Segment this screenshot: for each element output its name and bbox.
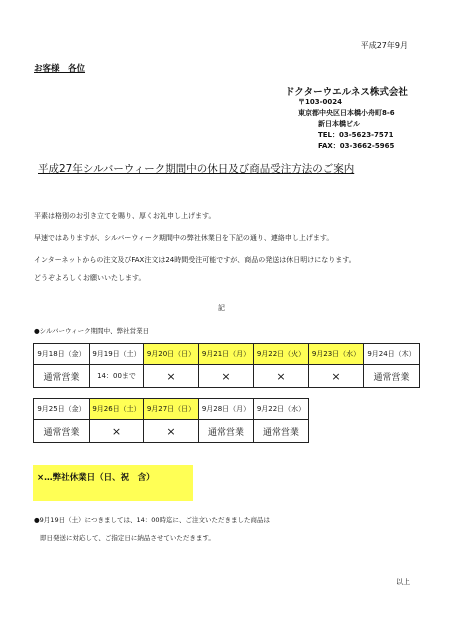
table-header-row — [34, 344, 420, 365]
date-cell: 9月23日（水） — [309, 344, 364, 365]
status-cell: × — [254, 365, 309, 388]
date-cell: 9月27日（日） — [144, 399, 199, 420]
date-cell: 9月22日（火） — [254, 344, 309, 365]
address-line-2: 新日本橋ビル — [318, 120, 360, 128]
company-name: ドクターウエルネス株式会社 — [285, 87, 408, 98]
telephone: TEL：03-5623-7571 — [318, 131, 394, 139]
holiday-legend-text: ×…弊社休業日（日、祝 含） — [37, 473, 155, 483]
status-cell: 14：00まで — [90, 365, 144, 388]
date-cell: 9月22日（水） — [254, 399, 309, 420]
schedule-table-week2 — [33, 398, 309, 443]
ki-heading: 記 — [218, 304, 225, 312]
date-cell: 9月21日（月） — [199, 344, 254, 365]
address-line-1: 東京都中央区日本橋小舟町8-6 — [298, 109, 395, 117]
status-cell: 通常営業 — [199, 420, 254, 443]
document-date: 平成27年9月 — [360, 41, 408, 50]
status-cell: 通常営業 — [34, 365, 90, 388]
date-cell: 9月28日（月） — [199, 399, 254, 420]
note-line-2: 即日発送に対応して、ご指定日に納品させていただきます。 — [40, 534, 215, 542]
status-cell: 通常営業 — [34, 420, 90, 443]
fax-number: FAX：03-3662-5965 — [318, 142, 395, 150]
table-header-row — [34, 399, 309, 420]
schedule-table-week1 — [33, 343, 420, 388]
status-cell: × — [144, 420, 199, 443]
status-cell: × — [90, 420, 144, 443]
paragraph-greeting: 平素は格別のお引き立てを賜り、厚くお礼申し上げます。 — [34, 212, 216, 220]
paragraph-orders: インターネットからの注文及びFAX注文は24時間受注可能ですが、商品の発送は休日明けになります。 — [34, 256, 356, 264]
note-line-1: ●9月19日（土）につきましては、14：00時迄に、ご注文いただきました商品は — [34, 516, 270, 524]
status-cell: × — [309, 365, 364, 388]
postal-code: 〒103-0024 — [298, 98, 342, 106]
date-cell: 9月25日（金） — [34, 399, 90, 420]
holiday-legend-box — [33, 465, 193, 501]
table-caption: ●シルバーウィーク期間中、弊社営業日 — [34, 327, 150, 335]
date-cell: 9月26日（土） — [90, 399, 144, 420]
status-cell: 通常営業 — [364, 365, 420, 388]
status-cell: × — [199, 365, 254, 388]
paragraph-notice: 早速ではありますが、シルバーウィーク期間中の弊社休業日を下記の通り、連絡申し上げます。 — [34, 234, 334, 242]
date-cell: 9月18日（金） — [34, 344, 90, 365]
addressee: お客様 各位 — [34, 64, 86, 74]
date-cell: 9月19日（土） — [90, 344, 144, 365]
paragraph-closing-greeting: どうぞよろしくお願いいたします。 — [34, 274, 146, 282]
closing-mark: 以上 — [396, 578, 410, 586]
date-cell: 9月20日（日） — [144, 344, 199, 365]
date-cell: 9月24日（木） — [364, 344, 420, 365]
status-cell: 通常営業 — [254, 420, 309, 443]
table-status-row — [34, 365, 420, 388]
table-status-row — [34, 420, 309, 443]
status-cell: × — [144, 365, 199, 388]
document-title: 平成27年シルバーウィーク期間中の休日及び商品受注方法のご案内 — [38, 163, 355, 175]
